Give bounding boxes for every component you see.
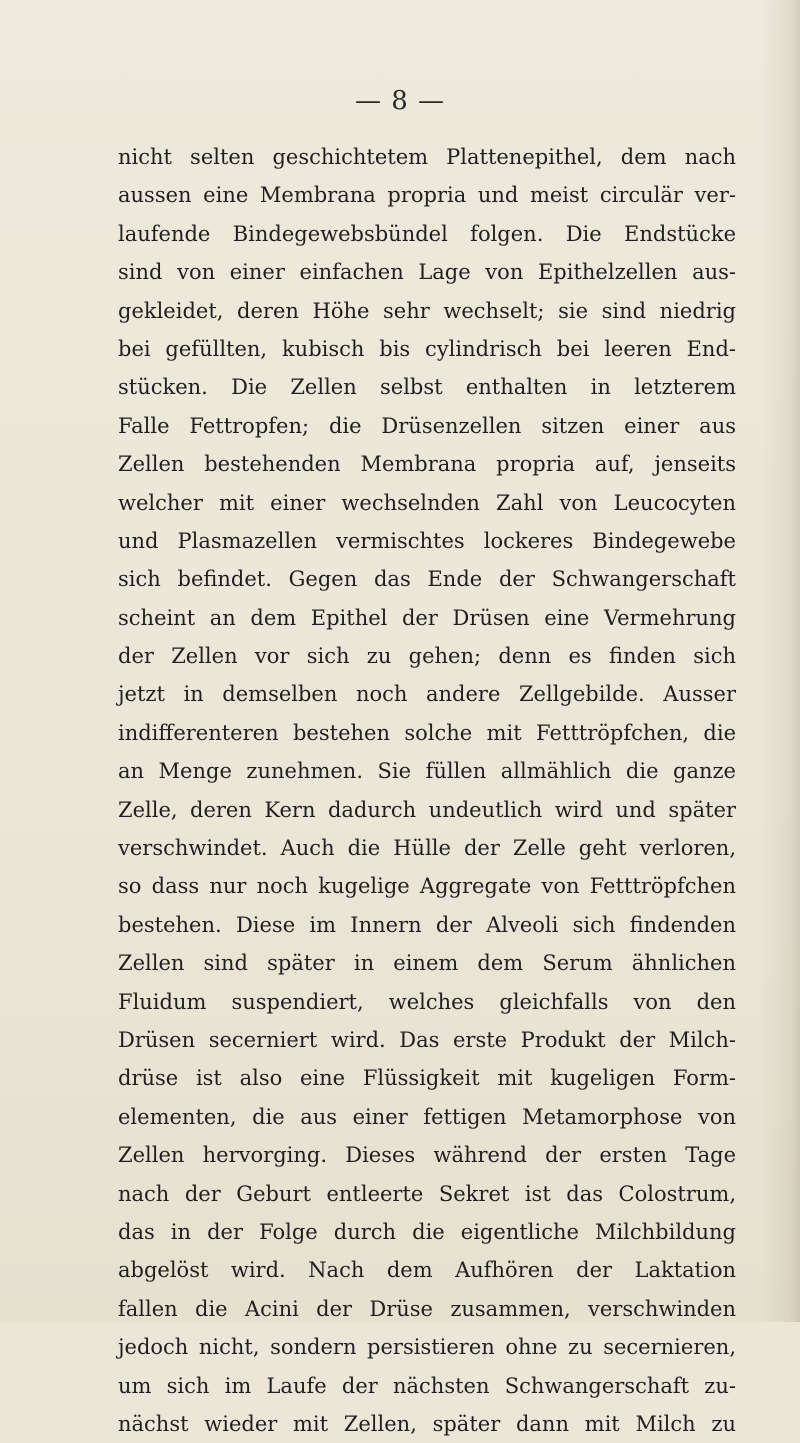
text-line: aussen eine Membrana propria und meist circulär ver- — [118, 183, 736, 208]
text-line: bestehen. Diese im Innern der Alveoli sich findenden — [118, 912, 736, 937]
text-line: Zellen sind später in einem dem Serum ähnlichen — [118, 951, 736, 976]
text-line: fallen die Acini der Drüse zusammen, verschwinden — [118, 1296, 736, 1321]
text-line: Zellen bestehenden Membrana propria auf, jenseits — [118, 452, 736, 477]
text-line: nicht selten geschichtetem Plattenepithel, dem nach — [118, 145, 736, 169]
text-line: nach der Geburt entleerte Sekret ist das Colostrum, — [118, 1181, 736, 1206]
text-line: gekleidet, deren Höhe sehr wechselt; sie sind niedrig — [118, 298, 736, 323]
text-line: welcher mit einer wechselnden Zahl von Leucocyten — [118, 490, 736, 515]
text-line: und Plasmazellen vermischtes lockeres Bindegewebe — [118, 528, 736, 553]
text-line: der Zellen vor sich zu gehen; denn es finden sich — [118, 644, 736, 669]
text-line: Zellen hervorging. Dieses während der ersten Tage — [118, 1143, 736, 1168]
text-line: elementen, die aus einer fettigen Metamorphose von — [118, 1104, 736, 1129]
text-line: bei gefüllten, kubisch bis cylindrisch bei leeren End- — [118, 336, 736, 361]
text-line: drüse ist also eine Flüssigkeit mit kugeligen Form- — [118, 1066, 736, 1091]
text-line: das in der Folge durch die eigentliche Milchbildung — [118, 1219, 736, 1244]
text-line: Drüsen secerniert wird. Das erste Produkt der Milch- — [118, 1027, 736, 1052]
text-line: Falle Fettropfen; die Drüsenzellen sitzen einer aus — [118, 413, 736, 438]
text-line: Zelle, deren Kern dadurch undeutlich wird und später — [118, 797, 736, 822]
text-line: scheint an dem Epithel der Drüsen eine Vermehrung — [118, 605, 736, 630]
page-number: — 8 — — [354, 86, 446, 116]
text-line: sind von einer einfachen Lage von Epithelzellen aus- — [118, 260, 736, 285]
text-line: laufende Bindegewebsbündel folgen. Die Endstücke — [118, 221, 736, 246]
text-line: sich befindet. Gegen das Ende der Schwangerschaft — [118, 567, 736, 592]
text-line: verschwindet. Auch die Hülle der Zelle geht verloren, — [118, 836, 736, 861]
text-line: um sich im Laufe der nächsten Schwangerschaft zu- — [118, 1373, 736, 1398]
text-line: Fluidum suspendiert, welches gleichfalls von den — [118, 989, 736, 1014]
text-line: an Menge zunehmen. Sie füllen allmählich die ganze — [118, 759, 736, 784]
body-text — [118, 138, 736, 1443]
text-line: so dass nur noch kugelige Aggregate von Fetttröpfchen — [118, 874, 736, 899]
text-line: indifferenteren bestehen solche mit Fetttröpfchen, die — [118, 720, 736, 745]
text-line: abgelöst wird. Nach dem Aufhören der Laktation — [118, 1258, 736, 1283]
text-line: nächst wieder mit Zellen, später dann mit Milch zu — [118, 1411, 736, 1436]
text-line: jedoch nicht, sondern persistieren ohne zu secernieren, — [118, 1335, 736, 1360]
text-line: jetzt in demselben noch andere Zellgebilde. Ausser — [118, 682, 736, 707]
text-line: stücken. Die Zellen selbst enthalten in letzterem — [118, 375, 736, 400]
